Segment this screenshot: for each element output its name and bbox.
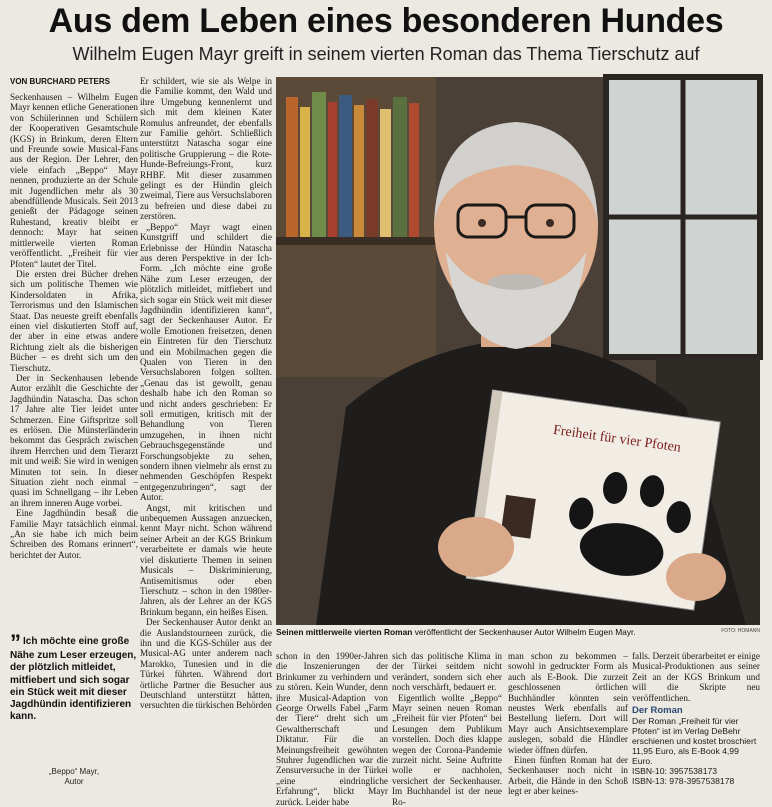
pull-quote bbox=[10, 630, 138, 724]
text-column-4 bbox=[392, 651, 502, 807]
subheadline: Wilhelm Eugen Mayr greift in seinem vierten Roman das Thema Tierschutz auf bbox=[72, 44, 700, 64]
paragraph: „Beppo“ Mayr wagt einen Kunstgriff und schildert die Erlebnisse der Hündin Natascha aus deren Perspektive in der Ich-Form. „Ich möchte eine große Nähe zum Leser erzeugen, der plötzlich mitleidet, mitfiebert und sich sogar ein Stück weit mit dieser Jagdhündin identifizieren kann“, sagt der Seckenhauser Autor. Er wolle Emotionen freisetzen, denen ein Eintreten für den Tierschutz und ein Mobilmachen gegen die Qualen von Tieren in den Versuchslaboren folgen sollten. „Genau das ist gewollt, genau deshalb habe ich den Roman so und nicht anders geschrieben: Er soll ermutigen, kritisch mit der Behandlung von Tieren umzugehen, in ihnen nicht Gebrauchsgegenstände und Forschungsobjekte zu sehen, sondern ihnen vielmehr als ernst zu nehmenden Geschöpfen Respekt entgegenzubringen“, sagt der Autor. bbox=[140, 221, 272, 503]
paragraph: man schon zu bekommen – sowohl in gedruckter Form als auch als E-Book. Die zurzeit geschlossenen örtlichen Buchhändler könnten sein neustes Werk ebenfalls auf Bestellung liefern. Dort will Mayr auch Ansichtsexemplare auslegen, sobald die Händler wieder öffnen dürfen. bbox=[508, 651, 628, 755]
text-column-1 bbox=[10, 92, 138, 628]
paragraph: schon in den 1990er-Jahren die Inszenierungen der Brinkumer zu verhindern und zu stören. Kein Wunder, denn ihre Musical-Adaption von George Orwells Fabel „Farm der Tiere“ dreht sich um Gewaltherrschaft und Diktatur. Für die an Meinungsfreiheit gewöhnten Stuhrer Jugendlichen war die Zensurversuche in der Türkei „eine eindringliche Erfahrung“, blickt Mayr zurück. Leider habe bbox=[276, 651, 388, 807]
photo-caption-bold: Seinen mittlerweile vierten Roman bbox=[276, 627, 413, 637]
paragraph: Eigentlich wollte „Beppo“ Mayr seinen neuen Roman „Freiheit für vier Pfoten“ bei Lesungen dem Publikum vorstellen. Doch dies klappe wegen der Corona-Pandemie zurzeit nicht. Seine Auftritte wolle er nachholen, versichert der Seckenhauser. Im Buchhandel ist der neue Ro- bbox=[392, 692, 502, 807]
photo-credit: FOTO: HOMANN bbox=[721, 628, 760, 634]
paragraph: Einen fünften Roman hat der Seckenhauser noch nicht in Arbeit, die Hände in den Schoß legt er aber keines- bbox=[508, 755, 628, 797]
paragraph: Seckenhausen – Wilhelm Eugen Mayr kennen etliche Generationen von Schülerinnen und Schülern der Kooperativen Gesamtschule (KGS) in Brinkum, deren Eltern und Freunde sowie Musical-Fans aus der Region. Der Lehrer, den viele einfach „Beppo“ Mayr nennen, produzierte an der Schule mit Jugendlichen mehr als 30 abendfüllende Musicals. Seit 2013 genießt der Pädagoge seinen Ruhestand, kreativ bleibt er dennoch: Mayr hat seinen mittlerweile vierten Roman veröffentlicht. „Freiheit für vier Pfoten“ lautet der Titel. bbox=[10, 92, 138, 269]
infobox-isbn10: ISBN-10: 3957538173 bbox=[632, 766, 718, 777]
pull-quote-attribution-name: „Beppo“ Mayr, bbox=[48, 767, 100, 776]
paragraph: Der Seckenhauser Autor denkt an die Auslandstourneen zurück, die ihn und die KGS-Schüler aus der Musical-AG unter anderem nach Marokko, Tunesien und in die Türkei führten. Während dort örtliche Partner die Besucher aus Deutschland unterstützt hätten, versuchten die türkischen Behörden bbox=[140, 617, 272, 711]
quote-mark-icon: ” bbox=[10, 630, 21, 655]
paragraph: Eine Jagdhündin besaß die Familie Mayr tatsächlich einmal. „An sie habe ich mich beim Schreiben des Romans erinnert“, berichtet der Autor. bbox=[10, 508, 138, 560]
paragraph: Er schildert, wie sie als Welpe in die Familie kommt, den Wald und ihre Umgebung kennenlernt und sich mit dem kleinen Kater Romulus anfreundet, der ebenfalls zur Familie gehört. Schließlich unterstützt Natascha sogar eine politische Gruppierung – die Rote-Hunde-Befreiungs-Front, kurz RHBF. Mit dieser zusammen gelingt es der Hündin gleich zweimal, Tiere aus Versuchslaboren zu befreien und diese dabei zu zerstören. bbox=[140, 76, 272, 222]
pull-quote-attribution bbox=[10, 767, 138, 787]
pull-quote-attribution-role: Autor bbox=[64, 777, 84, 786]
paragraph: Angst, mit kritischen und unbequemen Aussagen anzuecken, kennt Mayr nicht. Schon während seiner Arbeit an der KGS Brinkum verarbeitete er damals wie heute viel diskutierte Themen in seinen Musicals – Diskriminierung, Antisemitismus oder eben Tierschutz – schon in den 1980er-Jahren, als der Lehrer an der KGS Brinkum begann, ein heißes Eisen. bbox=[140, 502, 272, 617]
text-column-2 bbox=[140, 76, 272, 711]
paragraph: sich das politische Klima in der Türkei seitdem nicht verändert, sondern sich eher noch verschärft, bedauert er. bbox=[392, 651, 502, 693]
infobox-title: Der Roman bbox=[632, 705, 683, 717]
text-column-3 bbox=[276, 651, 388, 807]
book-title: Freiheit für vier Pfoten bbox=[552, 422, 682, 456]
photo-caption-text: veröffentlicht der Seckenhauser Autor Wilhelm Eugen Mayr. bbox=[412, 627, 636, 637]
headline: Aus dem Leben eines besonderen Hundes bbox=[48, 2, 724, 40]
paragraph: Die ersten drei Bücher drehen sich um politische Themen wie Kindersoldaten in Afrika, Terrorismus und den Islamischen Staat. Das neueste greift ebenfalls einen viel diskutierten Stoff auf, der aber in eine etwas andere Richtung zielt als die bisherigen Bücher – es dreht sich um den Tierschutz. bbox=[10, 268, 138, 373]
author-photo bbox=[276, 77, 760, 625]
author-photo-illustration bbox=[276, 77, 760, 625]
photo-caption bbox=[276, 627, 760, 637]
text-column-6 bbox=[632, 651, 760, 795]
infobox-isbn13: ISBN-13: 978-3957538178 bbox=[632, 776, 735, 787]
infobox-text: Der Roman „Freiheit für vier Pfoten“ ist im Verlag DeBehr erschienen und kostet broschiert 11,95 Euro, als E-Book 4,99 Euro. bbox=[632, 716, 757, 767]
paragraph: Der in Seckenhausen lebende Autor erzählt die Geschichte der Jagdhündin Natascha. Das schon 17 Jahre alte Tier leidet unter Schmerzen. Eine Giftspritze soll es erlösen. Die Münsterländerin bekommt das Gespräch zwischen ihrem Herrchen und dem Tierarzt mit und weiß: Sie wird in wenigen Minuten tot sein. In dieser Situation zieht noch einmal – quasi im Schnellgang – ihr Leben an ihrem inneren Auge vorbei. bbox=[10, 372, 138, 508]
text-column-5 bbox=[508, 651, 628, 795]
byline: VON BURCHARD PETERS bbox=[10, 77, 111, 86]
pull-quote-text: Ich möchte eine große Nähe zum Leser erzeugen, der plötzlich mitleidet, mitfiebert und sich sogar ein Stück weit mit dieser Jagdhündin identifizieren kann. bbox=[10, 636, 137, 723]
paragraph: falls. Derzeit überarbeitet er einige Musical-Produktionen aus seiner Zeit an der KGS Brinkum und will die Skripte neu veröffentlichen. bbox=[632, 651, 760, 703]
